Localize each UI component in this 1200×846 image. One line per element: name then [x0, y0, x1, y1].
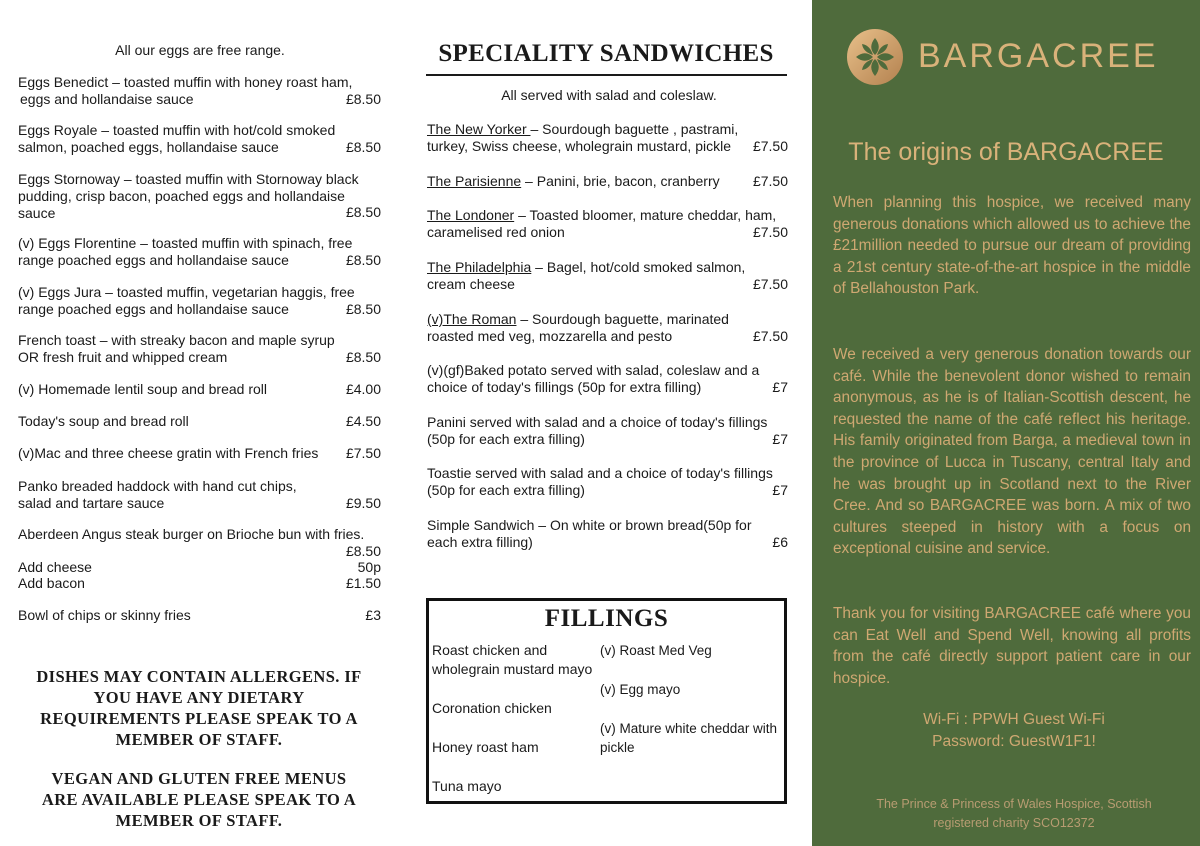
sandwich-text: [427, 207, 799, 224]
menu-item-price: £8.50: [345, 252, 381, 268]
filling-item: (v) Egg mayo: [600, 682, 681, 697]
allergen-line: YOU HAVE ANY DIETARY: [93, 688, 305, 707]
menu-item-text: Eggs Stornoway – toasted muffin with Stornoway black: [18, 171, 359, 187]
sandwich-description: – Panini, brie, bacon, cranberry: [521, 173, 720, 189]
allergen-line: DISHES MAY CONTAIN ALLERGENS. IF: [36, 667, 362, 686]
sandwich-text: [427, 121, 799, 138]
vegan-line: ARE AVAILABLE PLEASE SPEAK TO A: [41, 790, 357, 809]
menu-item-price: £4.00: [345, 381, 381, 397]
vegan-line: MEMBER OF STAFF.: [115, 811, 283, 830]
sandwich-price: £7: [772, 482, 788, 498]
menu-item-price: £1.50: [345, 575, 381, 591]
sandwich-text: [427, 362, 799, 379]
menu-item-price: £8.50: [345, 204, 381, 220]
sandwich-description: cream cheese: [427, 276, 515, 292]
menu-item-text: OR fresh fruit and whipped cream: [18, 349, 228, 365]
sandwich-text: [427, 465, 799, 482]
menu-item-text: (v)Mac and three cheese gratin with French fries: [18, 445, 319, 461]
filling-item: (v) Mature white cheddar with: [600, 721, 778, 736]
menu-item-price: £9.50: [345, 495, 381, 511]
sandwich-text: [427, 259, 799, 276]
leaf-seal-icon: [846, 28, 904, 86]
brand-logo: [846, 28, 904, 86]
menu-item-text: French toast – with streaky bacon and maple syrup: [18, 332, 335, 348]
menu-item-text: Add bacon: [18, 575, 85, 591]
wifi-password: Password: GuestW1F1!: [932, 733, 1096, 750]
sandwich-text: [427, 311, 799, 328]
menu-item-text: sauce: [18, 205, 56, 221]
menu-item-price: £7.50: [345, 445, 381, 461]
menu-item-text: salmon, poached eggs, hollandaise sauce: [18, 139, 279, 155]
sandwich-description: caramelised red onion: [427, 224, 565, 240]
menu-item-text: (v) Eggs Jura – toasted muffin, vegetarian haggis, free: [18, 284, 355, 300]
filling-item: Roast chicken and: [432, 642, 548, 658]
menu-item-text: Add cheese: [18, 559, 92, 575]
menu-item-price: £8.50: [345, 301, 381, 317]
menu-item-price: 50p: [357, 559, 381, 575]
sandwich-description: roasted med veg, mozzarella and pesto: [427, 328, 673, 344]
sandwich-name: The Parisienne: [427, 173, 522, 189]
sandwich-name: The Philadelphia: [427, 259, 532, 275]
sandwich-text: [427, 414, 799, 431]
sandwich-name: (v)The Roman: [427, 311, 517, 327]
fillings-title: FILLINGS: [544, 605, 669, 632]
sandwich-description: turkey, Swiss cheese, wholegrain mustard, pickle: [427, 138, 731, 154]
sandwich-price: £7.50: [752, 173, 788, 189]
filling-item: (v) Roast Med Veg: [600, 643, 712, 658]
eggs-note: All our eggs are free range.: [115, 42, 285, 58]
menu-item-price: £8.50: [345, 543, 381, 559]
menu-item-price: £8.50: [345, 91, 381, 107]
menu-item-price: £4.50: [345, 413, 381, 429]
menu-item-text: range poached eggs and hollandaise sauce: [18, 301, 289, 317]
sandwich-price: £7.50: [752, 138, 788, 154]
menu-item-text: salad and tartare sauce: [18, 495, 165, 511]
menu-item-text: Bowl of chips or skinny fries: [18, 607, 191, 623]
menu-item-text: Today's soup and bread roll: [18, 413, 189, 429]
menu-item-text: (v) Homemade lentil soup and bread roll: [18, 381, 268, 397]
filling-item: Honey roast ham: [432, 739, 539, 755]
menu-item-text: eggs and hollandaise sauce: [20, 91, 194, 107]
charity-line-2: registered charity SCO12372: [933, 816, 1095, 830]
menu-item-text: Eggs Royale – toasted muffin with hot/cold smoked: [18, 122, 336, 138]
menu-item-price: £8.50: [345, 349, 381, 365]
sandwich-price: £6: [772, 534, 788, 550]
filling-item: wholegrain mustard mayo: [432, 661, 593, 677]
origins-paragraph-2: We received a very generous donation towards our café. While the benevolent donor wished to remain anonymous, as he is of Italian-Scottish descent, he requested the name of the café reflect his heritage. His family originated from Barga, a medieval town in the province of Lucca in Tuscany, central Italy and he was brought up in Scotland next to the River Cree. And so BARGACREE was born. A mix of two cultures steeped in history with a focus on exceptional cuisine and service.: [833, 346, 1191, 558]
menu-item-price: £3: [365, 607, 381, 623]
brand-name: BARGACREE: [918, 37, 1159, 75]
vegan-line: VEGAN AND GLUTEN FREE MENUS: [51, 769, 347, 788]
allergen-line: REQUIREMENTS PLEASE SPEAK TO A: [40, 709, 358, 728]
sandwich-description: Panini served with salad and a choice of today's fillings: [427, 414, 768, 430]
sandwich-price: £7.50: [752, 224, 788, 240]
sandwich-price: £7: [772, 379, 788, 395]
origins-title: The origins of BARGACREE: [848, 138, 1164, 166]
sandwich-description: – Toasted bloomer, mature cheddar, ham,: [514, 207, 777, 223]
menu-item-text: (v) Eggs Florentine – toasted muffin with spinach, free: [18, 235, 353, 251]
vegan-notice: [18, 768, 380, 831]
sandwich-description: Toastie served with salad and a choice of today's fillings: [427, 465, 773, 481]
sandwich-description: – Sourdough baguette, marinated: [516, 311, 729, 327]
menu-item-text: Aberdeen Angus steak burger on Brioche bun with fries.: [18, 526, 365, 542]
menu-item-text: Eggs Benedict – toasted muffin with honey roast ham,: [18, 74, 353, 90]
filling-item: pickle: [600, 740, 635, 755]
sandwich-description: each extra filling): [427, 534, 533, 550]
charity-line-1: The Prince & Princess of Wales Hospice, Scottish: [876, 797, 1152, 811]
origins-paragraph-3: Thank you for visiting BARGACREE café where you can Eat Well and Spend Well, knowing all profits from the café directly support patient care in our hospice.: [833, 605, 1191, 687]
menu-item: [18, 526, 398, 543]
menu-item-text: range poached eggs and hollandaise sauce: [18, 252, 289, 268]
sandwich-name: The New Yorker: [427, 121, 531, 137]
sandwich-description: – Sourdough baguette , pastrami,: [530, 121, 739, 137]
sandwich-text: [427, 517, 799, 534]
sandwich-description: – Bagel, hot/cold smoked salmon,: [531, 259, 746, 275]
sandwich-price: £7.50: [752, 328, 788, 344]
sandwich-price: £7.50: [752, 276, 788, 292]
sandwich-description: (v)(gf)Baked potato served with salad, coleslaw and a: [427, 362, 760, 378]
sandwich-description: Simple Sandwich – On white or brown bread(50p for: [427, 517, 752, 533]
allergen-line: MEMBER OF STAFF.: [115, 730, 283, 749]
sandwich-name: The Londoner: [427, 207, 515, 223]
sandwich-description: choice of today's fillings (50p for extra filling): [427, 379, 702, 395]
allergen-notice: [18, 666, 380, 750]
sandwich-description: (50p for each extra filling): [427, 482, 585, 498]
sandwiches-title-rule: [426, 74, 787, 76]
sandwich-price: £7: [772, 431, 788, 447]
menu-item-text: Panko breaded haddock with hand cut chips,: [18, 478, 297, 494]
filling-item: Tuna mayo: [432, 778, 502, 794]
sandwich-description: (50p for each extra filling): [427, 431, 585, 447]
sandwiches-title: SPECIALITY SANDWICHES: [438, 40, 774, 67]
filling-item: Coronation chicken: [432, 700, 552, 716]
menu-item-text: pudding, crisp bacon, poached eggs and hollandaise: [18, 188, 345, 204]
origins-paragraph-1: When planning this hospice, we received many generous donations which allowed us to achieve the £21million needed to pursue our dream of providing a 21st century state-of-the-art hospice in the middle of Bellahouston Park.: [833, 194, 1191, 298]
menu-item-price: £8.50: [345, 139, 381, 155]
sandwiches-subtitle: All served with salad and coleslaw.: [501, 87, 717, 103]
wifi-name: Wi-Fi : PPWH Guest Wi-Fi: [923, 711, 1105, 728]
